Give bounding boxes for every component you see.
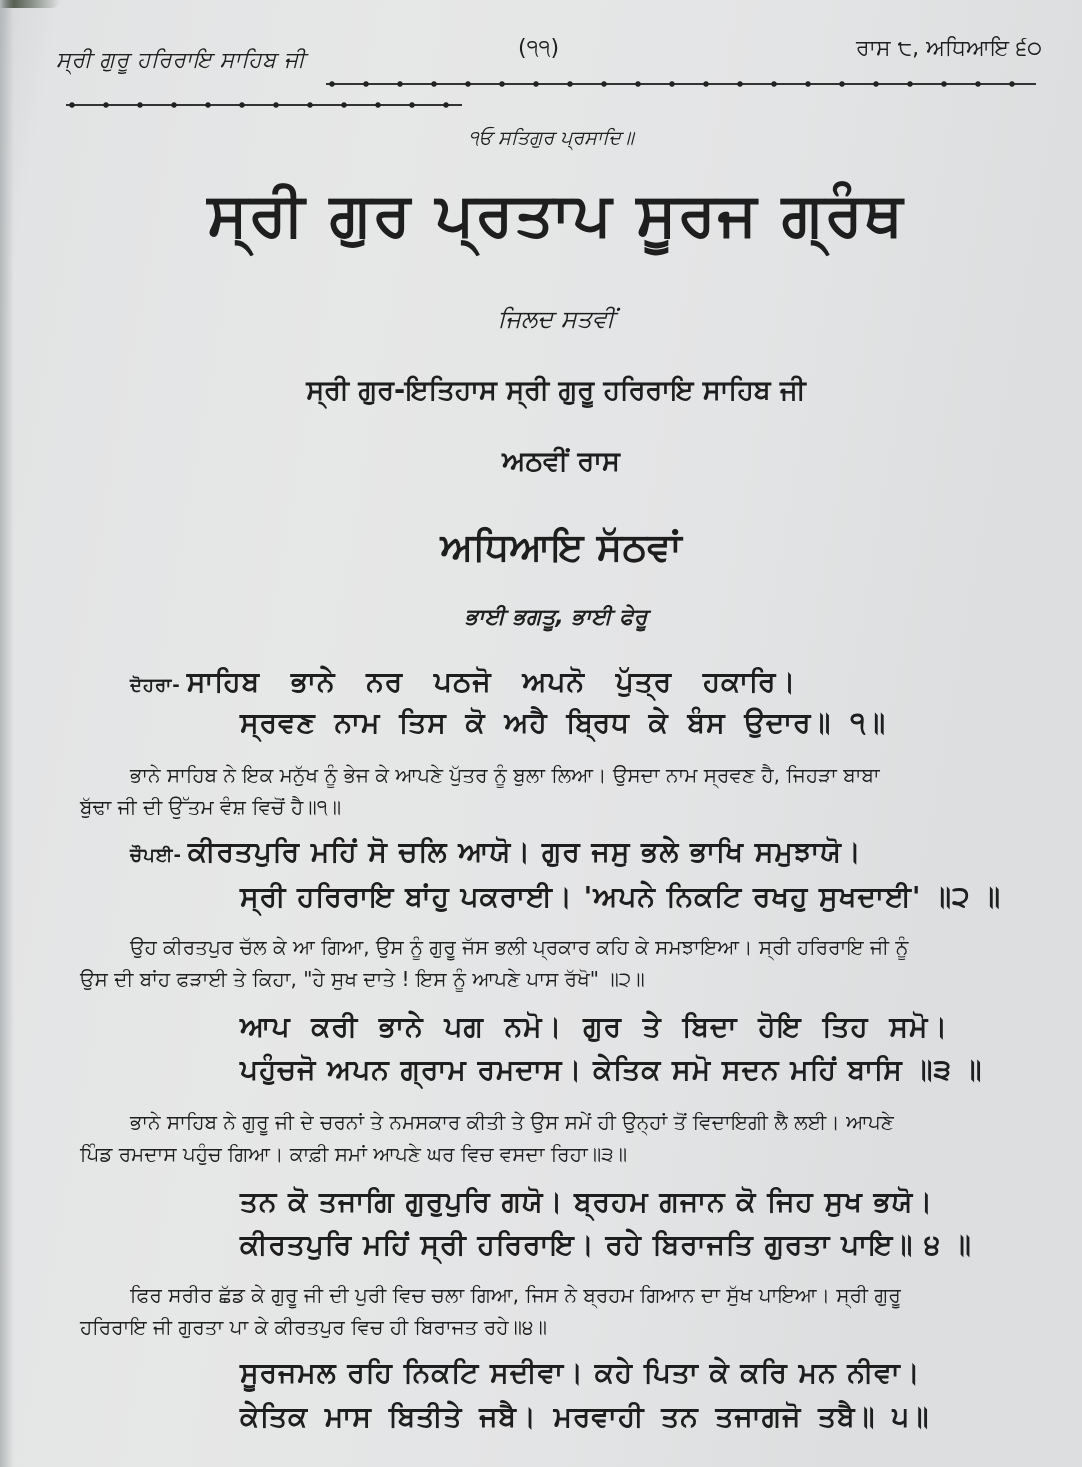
prose-line: ਹਰਿਰਾਇ ਜੀ ਗੁਰਤਾ ਪਾ ਕੇ ਕੀਰਤਪੁਰ ਵਿਚ ਹੀ ਬਿਰਾਜਤ ਰਹੇ॥੪॥ <box>80 1315 547 1339</box>
header-book-section: ਸ੍ਰੀ ਗੁਰੂ ਹਰਿਰਾਇ ਸਾਹਿਬ ਜੀ <box>56 48 306 73</box>
verse-line: ਕੀਰਤਪੁਰਿ ਮਹਿਂ ਸ੍ਰੀ ਹਰਿਰਾਇ। ਰਹੇ ਬਿਰਾਜਤਿ ਗੁਰਤਾ ਪਾਇ॥ ੪ ॥ <box>240 1228 972 1261</box>
verse-line: ਸ੍ਰੀ ਹਰਿਰਾਇ ਬਾਂਹੁ ਪਕਰਾਈ। 'ਅਪਨੇ ਨਿਕਟਿ ਰਖਹੁ ਸੁਖਦਾਈ' ॥੨ ॥ <box>240 880 1002 913</box>
verse-line: ਸ੍ਰਵਣ ਨਾਮ ਤਿਸ ਕੋ ਅਹੈ ਬ੍ਰਿਧ ਕੇ ਬੰਸ ਉਦਾਰ॥ ੧॥ <box>240 706 887 739</box>
prose-line: ਬੁੱਢਾ ਜੀ ਦੀ ਉੱਤਮ ਵੰਸ਼ ਵਿਚੋਂ ਹੈ॥੧॥ <box>80 795 342 819</box>
meter-label: ਚੌਪਈ- <box>130 845 182 866</box>
page-number: (੧੧) <box>518 36 560 61</box>
volume-label: ਜਿਲਦ ਸਤਵੀਂ <box>497 305 615 333</box>
verse-line: ਤਨ ਕੋ ਤਜਾਗਿ ਗੁਰੁਪੁਰਿ ਗਯੋ। ਬ੍ਰਹਮ ਗਜਾਨ ਕੋ ਜਿਹ ਸੁਖ ਭਯੋ। <box>240 1185 934 1218</box>
verse-line: ਸੂਰਜਮਲ ਰਹਿ ਨਿਕਟਿ ਸਦੀਵਾ। ਕਹੇ ਪਿਤਾ ਕੇ ਕਰਿ ਮਨ ਨੀਵਾ। <box>240 1356 921 1389</box>
chapter-topic: ਭਾਈ ਭਗਤੂ, ਭਾਈ ਫੇਰੂ <box>464 605 648 630</box>
ornamental-rule-icon <box>326 79 1036 89</box>
prose-line: ਪਿੰਡ ਰਮਦਾਸ ਪਹੁੰਚ ਗਿਆ। ਕਾਫ਼ੀ ਸਮਾਂ ਆਪਣੇ ਘਰ ਵਿਚ ਵਸਦਾ ਰਿਹਾ॥੩॥ <box>80 1142 628 1166</box>
running-header <box>56 30 1042 110</box>
ornamental-rule-icon <box>66 100 462 110</box>
book-title: ਸ੍ਰੀ ਗੁਰ ਪ੍ਰਤਾਪ ਸੂਰਜ ਗ੍ਰੰਥ <box>207 180 905 250</box>
meter-label: ਦੋਹਰਾ- <box>130 675 181 696</box>
verse-line: ਪਹੁੰਚਜੋ ਅਪਨ ਗ੍ਰਾਮ ਰਮਦਾਸ। ਕੇਤਿਕ ਸਮੋ ਸਦਨ ਮਹਿਂ ਬਾਸਿ ॥੩ ॥ <box>240 1053 983 1086</box>
chapter-heading: ਅਧਿਆਇ ਸੱਠਵਾਂ <box>440 525 682 569</box>
ras-heading: ਅਠਵੀਂ ਰਾਸ <box>502 446 620 477</box>
header-chapter-ref: ਰਾਸ ੮, ਅਧਿਆਇ ੬੦ <box>856 36 1042 61</box>
verse-line: ਦੋਹਰਾ- ਸਾਹਿਬ ਭਾਨੇ ਨਰ ਪਠਜੋ ਅਪਨੋ ਪੁੱਤ੍ਰ ਹਕਾਰਿ। <box>130 665 797 698</box>
prose-line: ਉਹ ਕੀਰਤਪੁਰ ਚੱਲ ਕੇ ਆ ਗਿਆ, ਉਸ ਨੂੰ ਗੁਰੂ ਜੱਸ ਭਲੀ ਪ੍ਰਕਾਰ ਕਹਿ ਕੇ ਸਮਝਾਇਆ। ਸ੍ਰੀ ਹਰਿਰਾਇ ਜੀ ਨੂੰ <box>130 935 909 959</box>
prose-line: ਭਾਨੇ ਸਾਹਿਬ ਨੇ ਗੁਰੂ ਜੀ ਦੇ ਚਰਨਾਂ ਤੇ ਨਮਸਕਾਰ ਕੀਤੀ ਤੇ ਉਸ ਸਮੇਂ ਹੀ ਉਨ੍ਹਾਂ ਤੋਂ ਵਿਦਾਇਗੀ ਲੈ ਲਈ। ਆਪਣੇ <box>130 1110 894 1134</box>
verse-line: ਚੌਪਈ- ਕੀਰਤਪੁਰਿ ਮਹਿਂ ਸੋ ਚਲਿ ਆਯੋ। ਗੁਰ ਜਸੁ ਭਲੇ ਭਾਖਿ ਸਮੁਝਾਯੋ। <box>130 835 862 868</box>
invocation-mool-mantar: ੧ਓ ਸਤਿਗੁਰ ਪ੍ਰਸਾਦਿ॥ <box>468 127 634 149</box>
verse-line: ਕੇਤਿਕ ਮਾਸ ਬਿਤੀਤੇ ਜਬੈ। ਮਰਵਾਹੀ ਤਨ ਤਜਾਗਜੋ ਤਬੈ॥ ੫॥ <box>240 1400 930 1433</box>
prose-line: ਫਿਰ ਸਰੀਰ ਛੱਡ ਕੇ ਗੁਰੂ ਜੀ ਦੀ ਪੁਰੀ ਵਿਚ ਚਲਾ ਗਿਆ, ਜਿਸ ਨੇ ਬ੍ਰਹਮ ਗਿਆਨ ਦਾ ਸੁੱਖ ਪਾਇਆ। ਸ੍ਰੀ ਗੁਰੂ <box>130 1283 901 1307</box>
verse-line: ਆਪ ਕਰੀ ਭਾਨੇ ਪਗ ਨਮੋ। ਗੁਰ ਤੇ ਬਿਦਾ ਹੋਇ ਤਿਹ ਸਮੋ। <box>240 1010 949 1043</box>
prose-line: ਭਾਨੇ ਸਾਹਿਬ ਨੇ ਇਕ ਮਨੁੱਖ ਨੂੰ ਭੇਜ ਕੇ ਆਪਣੇ ਪੁੱਤਰ ਨੂੰ ਬੁਲਾ ਲਿਆ। ਉਸਦਾ ਨਾਮ ਸ੍ਰਵਣ ਹੈ, ਜਿਹੜਾ ਬਾਬਾ <box>130 763 880 787</box>
section-subtitle: ਸ੍ਰੀ ਗੁਰ-ਇਤਿਹਾਸ ਸ੍ਰੀ ਗੁਰੂ ਹਰਿਰਾਇ ਸਾਹਿਬ ਜੀ <box>306 375 806 406</box>
prose-line: ਉਸ ਦੀ ਬਾਂਹ ਫੜਾਈ ਤੇ ਕਿਹਾ, "ਹੇ ਸੁਖ ਦਾਤੇ ! ਇਸ ਨੂੰ ਆਪਣੇ ਪਾਸ ਰੱਖੋ" ॥੨॥ <box>80 967 645 991</box>
